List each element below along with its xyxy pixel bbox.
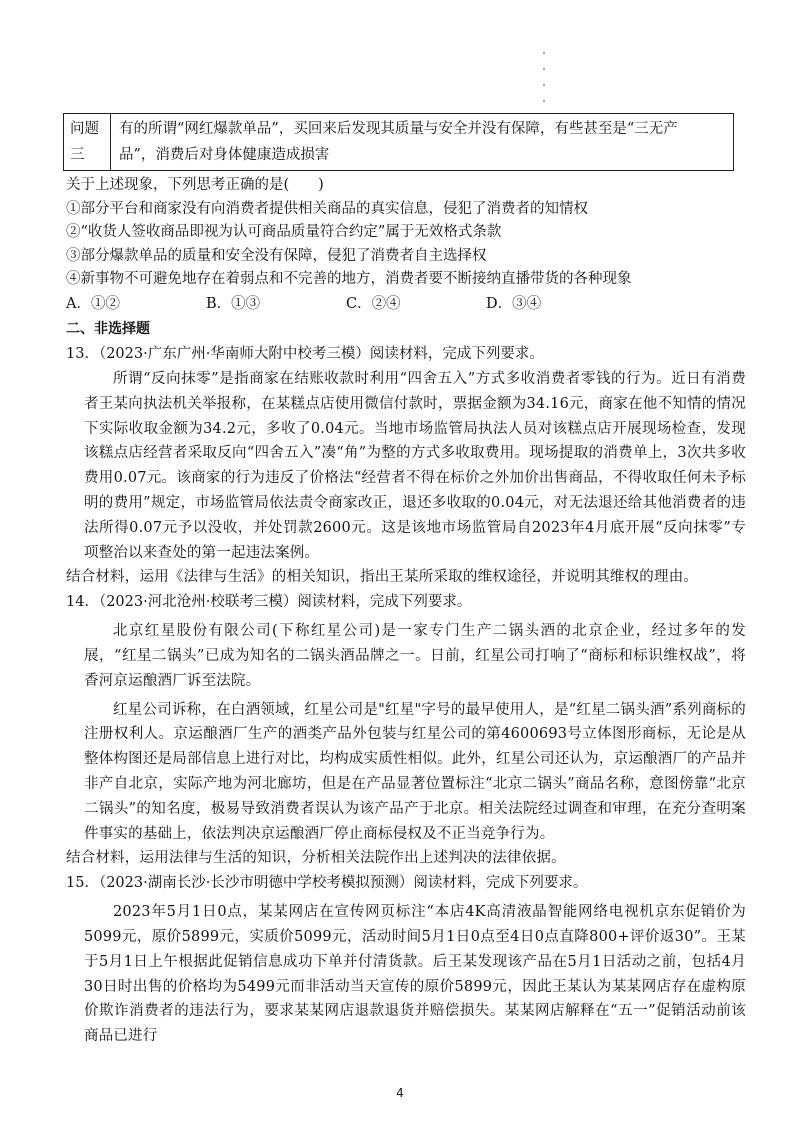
page-number: 4 xyxy=(396,1086,404,1100)
q15-head: 15．（2023·湖南长沙·长沙市明德中学校考模拟预测）阅读材料，完成下列要求。 xyxy=(66,875,588,892)
q13-material: 所谓“反向抹零”是指商家在结账收款时利用“四舍五入”方式多收消费者零钱的行为。近日有消费者王某向执法机关举报称，在某糕点店使用微信付款时，票据金额为34.16元，商家在他不知情的情况下实际收取金额为34.2元，多收了0.04元。当地市场监管局执法人员对该糕点店开展现场检查，发现该糕点店经营者采取反向“四舍五入”凑“角”为整的方式多收取费用。现场提取的消费单上，3次共多收费用0.07元。该商家的行为违反了价格法“经营者不得在标价之外加价出售商品，不得收取任何未予标明的费用”规定，市场监管局依法责令商家改正，退还多收取的0.04元，对无法退还给其他消费者的违法所得0.07元予以没收，并处罚款2600元。这是该地市场监管局自2023年4月底开展“反向抹零”专项整治以来查处的第一起违法案例。 xyxy=(84,370,746,561)
header-dots xyxy=(541,52,547,116)
problem-table xyxy=(63,113,734,171)
q15-material: 2023年5月1日0点，某某网店在宣传网页标注“本店4K高清液晶智能网络电视机京东促销价为5099元，原价5899元，实质价5099元，活动时间5月1日0点至4日0点直降800+评价返30”。王某于5月1日上午根据此促销信息成功下单并付清货款。后王某发现该产品在5月1日活动之前，包括4月30日时出售的价格均为5499元而非活动当天宣传的原价5899元，因此王某认为某某网店存在虚构原价欺诈消费者的违法行为，要求某某网店退款退货并赔偿损失。某某网店解释在“五一”促销活动前该商品已进行 xyxy=(84,904,746,1045)
q12-statement-1: ①部分平台和商家没有向消费者提供相关商品的真实信息，侵犯了消费者的知情权 xyxy=(66,200,588,217)
table-label-line2: 三 xyxy=(70,147,85,163)
table-text-line2: 品”，消费后对身体健康造成损害 xyxy=(119,147,330,163)
q14-task: 结合材料，运用法律与生活的知识，分析相关法院作出上述判决的法律依据。 xyxy=(66,850,566,867)
section-title: 二、非选择题 xyxy=(66,320,150,337)
table-label-cell xyxy=(64,114,111,171)
q14-material-2: 红星公司诉称，在白酒领域，红星公司是"红星"字号的最早使用人，是“红星二锅头酒”系列商标的注册权利人。京运酿酒厂生产的酒类产品外包装与红星公司的第4600693号立体图形商标，无论是从整体构图还是局部信息上进行对比，均构成实质性相似。此外，红星公司还认为，京运酿酒厂的产品并非产自北京，实际产地为河北廊坊，但是在产品显著位置标注“北京二锅头”商品名称，意图傍靠“北京二锅头”的知名度，极易导致消费者误认为该产品产于北京。相关法院经过调查和审理，在充分查明案件事实的基础上，依法判决京运酿酒厂停止商标侵权及不正当竞争行为。 xyxy=(84,701,746,842)
q14-material-1: 北京红星股份有限公司(下称红星公司)是一家专门生产二锅头酒的北京企业，经过多年的发展，“红星二锅头”已成为知名的二锅头酒品牌之一。日前，红星公司打响了“商标和标识维权战”，将香河京运酿酒厂诉至法院。 xyxy=(84,623,746,689)
q12-statement-3: ③部分爆款单品的质量和安全没有保障，侵犯了消费者自主选择权 xyxy=(66,247,487,264)
q14-head: 14．（2023·河北沧州·校联考三模）阅读材料，完成下列要求。 xyxy=(66,594,472,611)
q13-task: 结合材料，运用《法律与生活》的相关知识，指出王某所采取的维权途径，并说明其维权的理由。 xyxy=(66,569,699,586)
q12-option-d: D．③④ xyxy=(486,295,542,312)
q12-statement-2: ②“收货人签收商品即视为认可商品质量符合约定”属于无效格式条款 xyxy=(66,224,502,241)
q12-statement-4: ④新事物不可避免地存在着弱点和不完善的地方，消费者要不断接纳直播带货的各种现象 xyxy=(66,271,632,288)
q12-option-a: A．①② xyxy=(66,295,120,312)
table-text-line1: 有的所谓“网红爆款单品”，买回来后发现其质量与安全并没有保障，有些甚至是“三无产 xyxy=(119,121,678,137)
q12-stem: 关于上述现象，下列思考正确的是( ) xyxy=(66,177,324,193)
q13-head: 13．（2023·广东广州·华南师大附中校考三模）阅读材料，完成下列要求。 xyxy=(66,345,544,362)
table-text-cell xyxy=(111,114,734,171)
q12-options xyxy=(66,292,746,317)
table-row xyxy=(64,114,734,171)
table-label-line1: 问题 xyxy=(70,121,99,137)
q12-option-b: B．①③ xyxy=(206,295,261,312)
q12-option-c: C．②④ xyxy=(346,295,401,312)
page-content xyxy=(66,174,746,1049)
